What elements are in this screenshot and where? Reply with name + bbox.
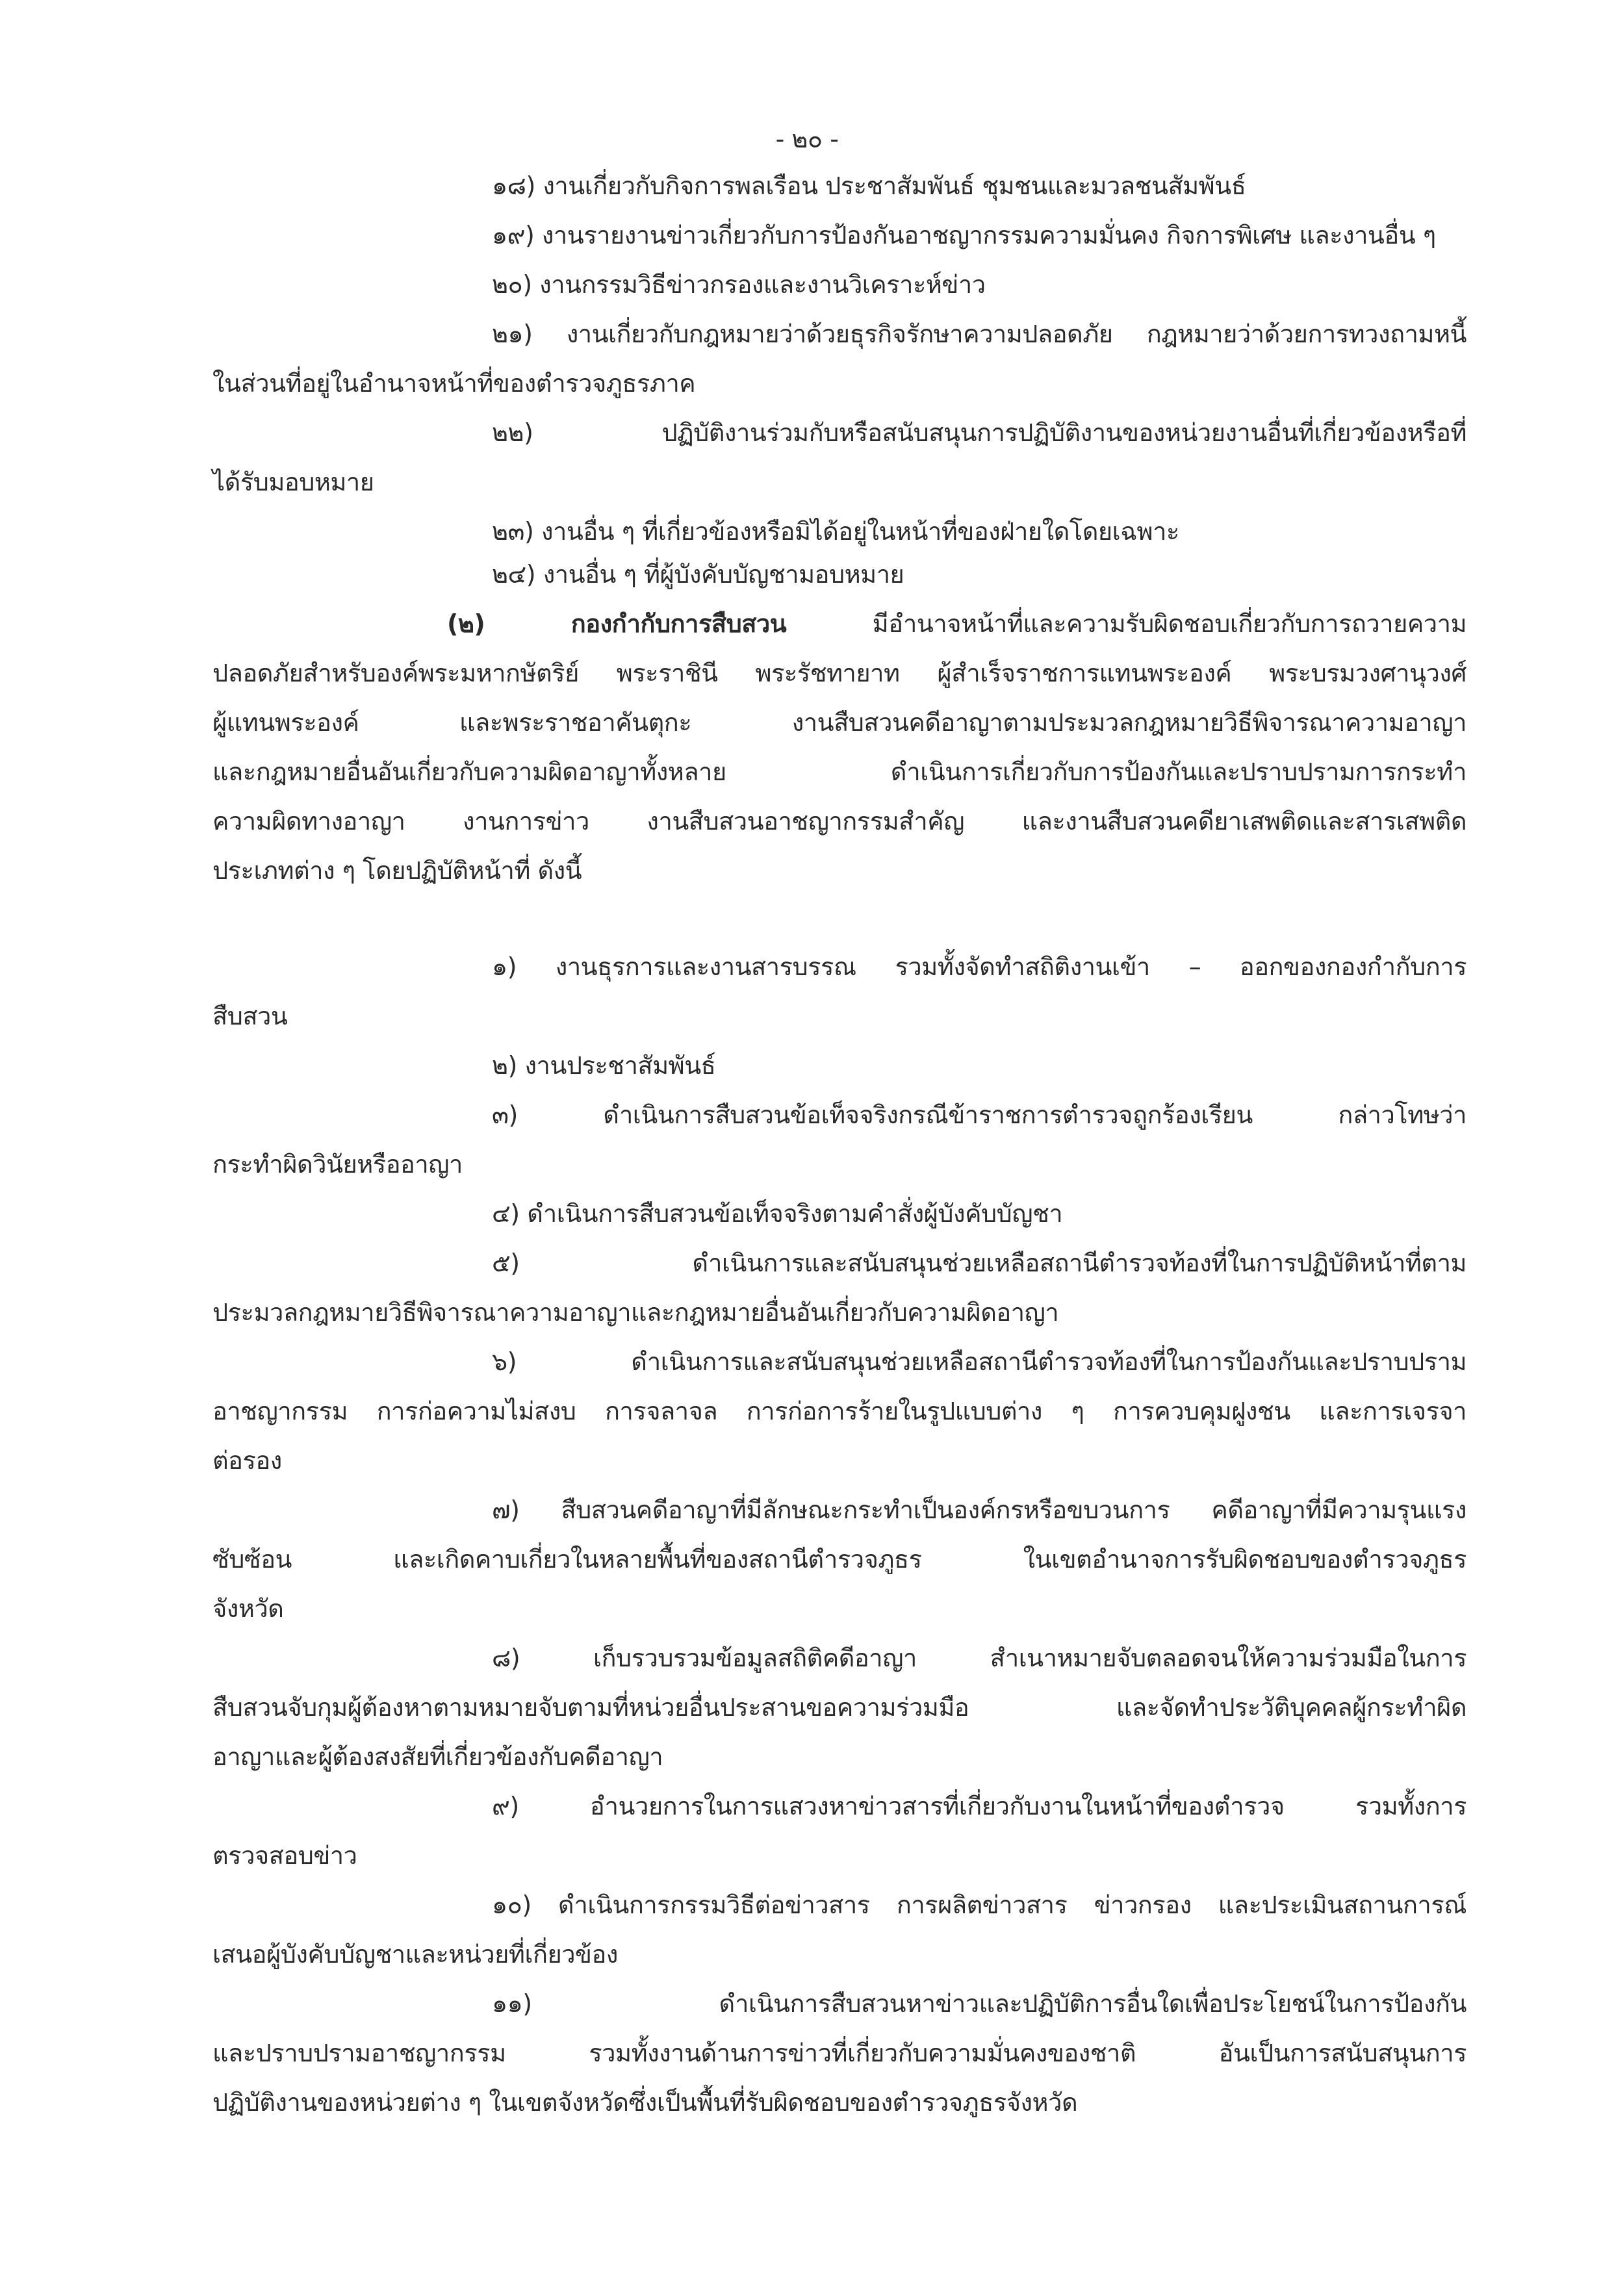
item-text: งานเกี่ยวกับกฎหมายว่าด้วยธุรกิจรักษาความปลอดภัย กฎหมายว่าด้วยการทวงถามหนี้ [566, 320, 1467, 348]
section-number: (๒) [447, 609, 485, 638]
duty-item-11 [492, 1985, 1467, 2022]
item-text: ดำเนินการและสนับสนุนช่วยเหลือสถานีตำรวจท้องที่ในการปฏิบัติหน้าที่ตาม [692, 1249, 1467, 1277]
item-text: งานธุรการและงานสารบรรณ รวมทั้งจัดทำสถิติงานเข้า – ออกของกองกำกับการ [555, 952, 1467, 981]
duty-item-10 [492, 1887, 1467, 1923]
item-text: งานประชาสัมพันธ์ [524, 1051, 716, 1080]
duty-item-8-continuation: สืบสวนจับกุมผู้ต้องหาตามหมายจับตามที่หน่วยอื่นประสานขอความร่วมมือ และจัดทำประวัติบุคคลผู้กระทำผิด [212, 1693, 1467, 1722]
duty-item-9 [492, 1788, 1467, 1824]
duty-item-10-continuation: เสนอผู้บังคับบัญชาและหน่วยที่เกี่ยวข้อง [212, 1940, 618, 1969]
duty-item-8 [492, 1640, 1467, 1676]
item-number: ๒๑) [492, 320, 533, 348]
section-intro-line: ประเภทต่าง ๆ โดยปฏิบัติหน้าที่ ดังนี้ [212, 856, 582, 885]
item-number: ๙) [492, 1792, 519, 1820]
list-item-19 [492, 217, 1436, 253]
section-intro-first: มีอำนาจหน้าที่และความรับผิดชอบเกี่ยวกับการถวายความ [872, 609, 1467, 638]
list-item-23 [492, 513, 1179, 550]
item-number: ๑๘) [492, 172, 535, 200]
list-item-22-continuation: ได้รับมอบหมาย [212, 468, 374, 496]
item-number: ๕) [492, 1249, 520, 1277]
section-title: กองกำกับการสืบสวน [570, 609, 787, 638]
list-item-18 [492, 168, 1246, 204]
item-text: ดำเนินการและสนับสนุนช่วยเหลือสถานีตำรวจท้องที่ในการป้องกันและปราบปราม [631, 1347, 1467, 1376]
duty-item-7-continuation: จังหวัด [212, 1594, 284, 1623]
item-number: ๒๒) [492, 418, 533, 447]
item-number: ๖) [492, 1347, 517, 1376]
duty-item-3-continuation: กระทำผิดวินัยหรืออาญา [212, 1150, 463, 1179]
item-text: สืบสวนคดีอาญาที่มีลักษณะกระทำเป็นองค์กรหรือขบวนการ คดีอาญาที่มีความรุนแรง [561, 1496, 1467, 1524]
item-text: งานอื่น ๆ ที่เกี่ยวข้องหรือมิได้อยู่ในหน้าที่ของฝ่ายใดโดยเฉพาะ [541, 517, 1179, 546]
duty-item-7 [492, 1492, 1467, 1528]
item-number: ๒) [492, 1051, 517, 1080]
duty-item-5 [492, 1245, 1467, 1281]
section-intro-line: ปลอดภัยสำหรับองค์พระมหากษัตริย์ พระราชินี พระรัชทายาท ผู้สำเร็จราชการแทนพระองค์ พระบรมวงศานุวงศ์ [212, 659, 1467, 687]
item-number: ๑) [492, 952, 517, 981]
duty-item-1-continuation: สืบสวน [212, 1002, 288, 1030]
item-text: ดำเนินการสืบสวนหาข่าวและปฏิบัติการอื่นใดเพื่อประโยชน์ในการป้องกัน [719, 1989, 1467, 2018]
list-item-22 [492, 415, 1467, 451]
item-number: ๔) [492, 1199, 520, 1228]
section-heading [447, 606, 1467, 642]
duty-item-4 [492, 1195, 1062, 1232]
duty-item-5-continuation: ประมวลกฎหมายวิธีพิจารณาความอาญาและกฎหมายอื่นอันเกี่ยวกับความผิดอาญา [212, 1298, 1059, 1327]
item-number: ๘) [492, 1644, 520, 1672]
item-number: ๑๐) [492, 1891, 532, 1919]
duty-item-1 [492, 949, 1467, 985]
item-text: ปฏิบัติงานร่วมกับหรือสนับสนุนการปฏิบัติงานของหน่วยงานอื่นที่เกี่ยวข้องหรือที่ [661, 418, 1467, 447]
duty-item-11-continuation: ปฏิบัติงานของหน่วยต่าง ๆ ในเขตจังหวัดซึ่งเป็นพื้นที่รับผิดชอบของตำรวจภูธรจังหวัด [212, 2088, 1078, 2117]
duty-item-9-continuation: ตรวจสอบข่าว [212, 1841, 357, 1870]
item-number: ๒๐) [492, 270, 532, 299]
duty-item-6-continuation: อาชญากรรม การก่อความไม่สงบ การจลาจล การก่อการร้ายในรูปแบบต่าง ๆ การควบคุมฝูงชน และการเจรจา [212, 1397, 1467, 1425]
duty-item-11-continuation: และปราบปรามอาชญากรรม รวมทั้งงานด้านการข่าวที่เกี่ยวกับความมั่นคงของชาติ อันเป็นการสนับสนุนการ [212, 2039, 1467, 2067]
item-text: อำนวยการในการแสวงหาข่าวสารที่เกี่ยวกับงานในหน้าที่ของตำรวจ รวมทั้งการ [589, 1792, 1467, 1820]
item-text: งานเกี่ยวกับกิจการพลเรือน ประชาสัมพันธ์ ชุมชนและมวลชนสัมพันธ์ [543, 172, 1246, 200]
list-item-21-continuation: ในส่วนที่อยู่ในอำนาจหน้าที่ของตำรวจภูธรภาค [212, 369, 696, 398]
page-number: - ๒๐ - [775, 125, 839, 153]
section-intro-line: ผู้แทนพระองค์ และพระราชอาคันตุกะ งานสืบสวนคดีอาญาตามประมวลกฎหมายวิธีพิจารณาความอาญา [212, 708, 1467, 737]
item-text: ดำเนินการสืบสวนข้อเท็จจริงกรณีข้าราชการตำรวจถูกร้องเรียน กล่าวโทษว่า [603, 1101, 1467, 1129]
item-number: ๓) [492, 1101, 518, 1129]
item-number: ๑๙) [492, 221, 535, 249]
duty-item-2 [492, 1047, 715, 1084]
item-text: ดำเนินการกรรมวิธีต่อข่าวสาร การผลิตข่าวสาร ข่าวกรอง และประเมินสถานการณ์ [557, 1891, 1467, 1919]
section-intro-line: และกฎหมายอื่นอันเกี่ยวกับความผิดอาญาทั้งหลาย ดำเนินการเกี่ยวกับการป้องกันและปราบปรามการกระทำ [212, 758, 1467, 786]
item-text: งานรายงานข่าวเกี่ยวกับการป้องกันอาชญากรรมความมั่นคง กิจการพิเศษ และงานอื่น ๆ [541, 221, 1436, 249]
item-text: งานอื่น ๆ ที่ผู้บังคับบัญชามอบหมาย [543, 560, 904, 589]
duty-item-3 [492, 1097, 1467, 1133]
duty-item-7-continuation: ซับซ้อน และเกิดคาบเกี่ยวในหลายพื้นที่ของสถานีตำรวจภูธร ในเขตอำนาจการรับผิดชอบของตำรวจภูธร [212, 1545, 1467, 1574]
item-number: ๗) [492, 1496, 520, 1524]
duty-item-8-continuation: อาญาและผู้ต้องสงสัยที่เกี่ยวข้องกับคดีอาญา [212, 1742, 663, 1771]
item-number: ๒๔) [492, 560, 536, 589]
list-item-24 [492, 556, 904, 593]
item-number: ๑๑) [492, 1989, 532, 2018]
item-text: งานกรรมวิธีข่าวกรองและงานวิเคราะห์ข่าว [539, 270, 986, 299]
list-item-20 [492, 266, 986, 303]
list-item-21 [492, 316, 1467, 352]
duty-item-6-continuation: ต่อรอง [212, 1446, 282, 1475]
duty-item-6 [492, 1344, 1467, 1380]
section-intro-line: ความผิดทางอาญา งานการข่าว งานสืบสวนอาชญากรรมสำคัญ และงานสืบสวนคดียาเสพติดและสารเสพติด [212, 807, 1467, 835]
item-text: เก็บรวบรวมข้อมูลสถิติคดีอาญา สำเนาหมายจับตลอดจนให้ความร่วมมือในการ [593, 1644, 1467, 1672]
item-number: ๒๓) [492, 517, 534, 546]
item-text: ดำเนินการสืบสวนข้อเท็จจริงตามคำสั่งผู้บังคับบัญชา [527, 1199, 1063, 1228]
